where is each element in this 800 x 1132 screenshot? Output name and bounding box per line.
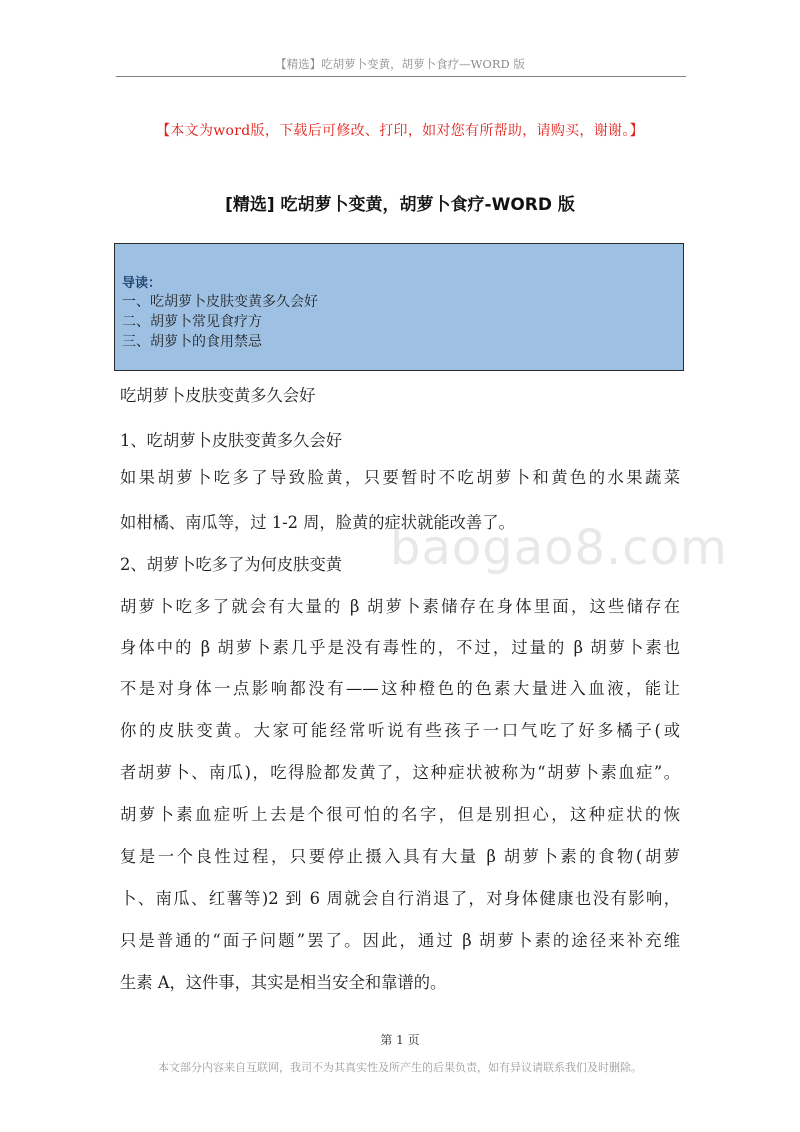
paragraph-line: 者胡萝卜、南瓜)，吃得脸都发黄了，这种症状被称为“胡萝卜素血症”。	[120, 763, 680, 782]
question-1-heading: 1、吃胡萝卜皮肤变黄多久会好	[120, 431, 343, 450]
toc-item: 三、胡萝卜的食用禁忌	[122, 334, 262, 350]
reading-guide-label: 导读：	[122, 276, 162, 291]
document-title: [精选] 吃胡萝卜变黄，胡萝卜食疗-WORD 版	[225, 195, 575, 215]
running-header: 【精选】吃胡萝卜变黄，胡萝卜食疗—WORD 版	[275, 57, 525, 71]
header-divider	[116, 76, 686, 77]
section-heading: 吃胡萝卜皮肤变黄多久会好	[120, 386, 316, 405]
disclaimer-footer: 本文部分内容来自互联网，我司不为其真实性及所产生的后果负责，如有异议请联系我们及时删除。	[158, 1061, 642, 1074]
reading-guide-box	[114, 243, 684, 371]
question-2-heading: 2、胡萝卜吃多了为何皮肤变黄	[120, 555, 343, 574]
word-version-notice: 【本文为word版，下载后可修改、打印，如对您有所帮助，请购买，谢谢。】	[156, 123, 644, 139]
paragraph-line: 卜、南瓜、红薯等)2 到 6 周就会自行消退了，对身体健康也没有影响，	[120, 889, 680, 908]
paragraph-line: 复是一个良性过程，只要停止摄入具有大量 β 胡萝卜素的食物(胡萝	[120, 847, 680, 866]
paragraph-line: 如果胡萝卜吃多了导致脸黄，只要暂时不吃胡萝卜和黄色的水果蔬菜	[120, 468, 680, 487]
page-number: 第 1 页	[380, 1033, 420, 1047]
paragraph-line: 胡萝卜素血症听上去是个很可怕的名字，但是别担心，这种症状的恢	[120, 805, 680, 824]
paragraph-line: 胡萝卜吃多了就会有大量的 β 胡萝卜素储存在身体里面，这些储存在	[120, 597, 680, 616]
paragraph-line: 只是普通的“面子问题”罢了。因此，通过 β 胡萝卜素的途径来补充维	[120, 931, 680, 950]
paragraph-line: 如柑橘、南瓜等，过 1-2 周，脸黄的症状就能改善了。	[120, 513, 515, 532]
watermark: baogao8.com	[390, 520, 728, 576]
paragraph-line: 你的皮肤变黄。大家可能经常听说有些孩子一口气吃了好多橘子(或	[120, 721, 680, 740]
paragraph-line: 不是对身体一点影响都没有——这种橙色的色素大量进入血液，能让	[120, 679, 680, 698]
paragraph-line: 身体中的 β 胡萝卜素几乎是没有毒性的，不过，过量的 β 胡萝卜素也	[120, 638, 680, 657]
toc-item: 二、胡萝卜常见食疗方	[122, 314, 262, 330]
paragraph-line: 生素 A，这件事，其实是相当安全和靠谱的。	[120, 973, 447, 992]
toc-item: 一、吃胡萝卜皮肤变黄多久会好	[122, 294, 318, 310]
